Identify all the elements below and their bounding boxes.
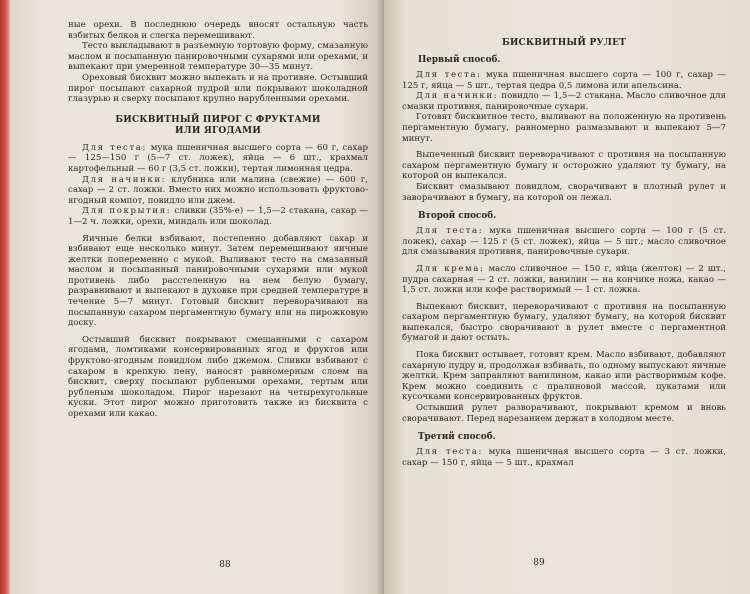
ingredient-text: мука пшеничная высшего сорта — 60 г, сахар — 125—150 г (5—7 ст. ложек), яйца — 6 шт., крахмал картофельный — 60 г (3,5 ст. ложки), тертая лимонная цедра. [68,142,368,174]
recipe-title: БИСКВИТНЫЙ РУЛЕТ [501,38,627,48]
method-heading: Первый способ. [418,55,501,65]
paragraph: Остывший рулет разворачивают, покрывают кремом и вновь сворачивают. Перед нарезанием держат в холодном месте. [402,403,726,424]
ingredients-dough [68,143,368,175]
paragraph: Готовят бисквитное тесто, выливают на положенную на противень пергаментную бумагу, равномерно размазывают и выпекают 5—7 минут. [402,112,726,144]
ingredient-label: Для теста: [82,142,148,153]
ingredient-label: Для крема: [416,263,485,274]
ingredients-cream [402,264,726,296]
paragraph: Выпеченный бисквит переворачивают с противня на посыпанную сахаром пергаментную бумагу и осторожно удаляют ту бумагу, на которой он выпекался. [402,150,726,182]
page-number: 89 [533,558,545,568]
ingredient-label: Для покрытия: [82,206,172,217]
paragraph: Пока бисквит остывает, готовят крем. Масло взбивают, добавляют сахарную пудру и, продолжая взбивать, по одному выпускают яичные желтки. Крем заправляют ванилином, какао или растворимым кофе. Крем можно соединить с пралиновой массой, цукатами или кусочками консервированных фруктов. [402,350,726,403]
ingredient-text: сливки (35%-е) — 1,5—2 стакана, сахар — 1—2 ч. ложки, орехи, миндаль или шоколад. [68,206,369,227]
paragraph: Ореховый бисквит можно выпекать и на противне. Остывший пирог посыпают сахарной пудрой или покрывают шоколадной глазурью и сверху посыпают крупно нарубленными орехами. [68,72,368,105]
paragraph: Остывший бисквит покрывают смешанными с сахаром ягодами, ломтиками консервированных ягод и фруктов или фруктово-ягодным повидлом либо джемом. Сливки взбивают с сахаром в крепкую пену, наносят равномерным слоем на бисквит, сверху посыпают рублеными орехами, тертым или рубленым шоколадом. Пирог нарезают на четырехугольные куски. Этот пирог можно приготовить также из бисквита с орехами или какао. [68,334,368,419]
ingredient-text: мука пшеничная высшего сорта — 100 г, сахар — 125 г, яйца — 5 шт., тертая цедра 0,5 лимона или апельсина. [402,70,726,91]
paragraph: Тесто выкладывают в разъемную тортовую форму, смазанную маслом и посыпанную панировочными сухарями или орехами, и выпекают при умеренной температуре 30—35 минут. [68,41,368,73]
ingredient-label: Для начинки: [416,91,499,102]
ingredient-text: повидло — 1,5—2 стакана. Масло сливочное для смазки противня, панировочные сухари. [402,91,726,112]
ingredients-dough [402,70,726,91]
right-page [384,0,750,594]
ingredient-label: Для теста: [416,447,483,458]
ingredient-text: мука пшеничная высшего сорта — 100 г (5 ст. ложек), сахар — 125 г (5 ст. ложек), яйца — 5 шт.; масло сливочное для смазывания противня, панировочные сухари. [402,226,727,258]
ingredients-dough [402,226,726,258]
recipe-title [68,115,368,137]
recipe-title-line: БИСКВИТНЫЙ ПИРОГ С ФРУКТАМИ [115,114,321,125]
ingredients-dough [402,447,726,468]
paragraph: Бисквит смазывают повидлом, сворачивают в плотный рулет и заворачивают в бумагу, на которой он лежал. [402,181,726,203]
method-heading: Второй способ. [418,211,497,222]
ingredient-text: клубника или малина (свежие) — 600 г, сахар — 2 ст. ложки. Вместо них можно использовать фруктово-ягодный компот, повидло или джем. [68,174,368,206]
ingredient-label: Для теста: [416,226,484,237]
page-number: 88 [219,560,231,570]
ingredient-text: мука пшеничная высшего сорта — 3 ст. ложки, сахар — 150 г, яйца — 5 шт., крахмал [402,447,726,468]
recipe-title-line: ИЛИ ЯГОДАМИ [174,125,262,136]
ingredient-label: Для начинки: [82,174,167,185]
left-page [10,0,384,594]
ingredient-label: Для теста: [416,70,482,80]
method-heading: Третий способ. [418,432,496,443]
ingredient-text: масло сливочное — 150 г, яйца (желток) — 2 шт., пудра сахарная — 2 ст. ложки, ванилин — на кончике ножа, какао — 1,5 ст. ложки или кофе растворимый — 1 ст. ложка. [402,263,726,296]
paragraph: Выпекают бисквит, переворачивают с противня на посыпанную сахаром пергаментную бумагу, удаляют бумагу, на которой бисквит выпекался, быстро сворачивают в рулет вместе с пергаментной бумагой и дают остыть. [402,301,726,344]
ingredients-filling [402,91,726,112]
ingredients-filling [68,175,368,207]
paragraph: ные орехи. В последнюю очередь вносят остальную часть взбитых белков и слегка перемешивают. [68,20,368,41]
paragraph: Яичные белки взбивают, постепенно добавляют сахар и взбивают еще несколько минут. Затем перемешивают яичные желтки попеременно с мукой. Выливают тесто на смазанный маслом и посыпанный панировочными сухарями или мукой противень либо расстеленную на нем белую бумагу, разравнивают и выпекают в духовке при средней температуре в течение 5—7 минут. Готовый бисквит переворачивают на посыпанную сахаром пергаментную бумагу или на пирожковую доску. [68,233,368,329]
ingredients-topping [68,206,368,227]
